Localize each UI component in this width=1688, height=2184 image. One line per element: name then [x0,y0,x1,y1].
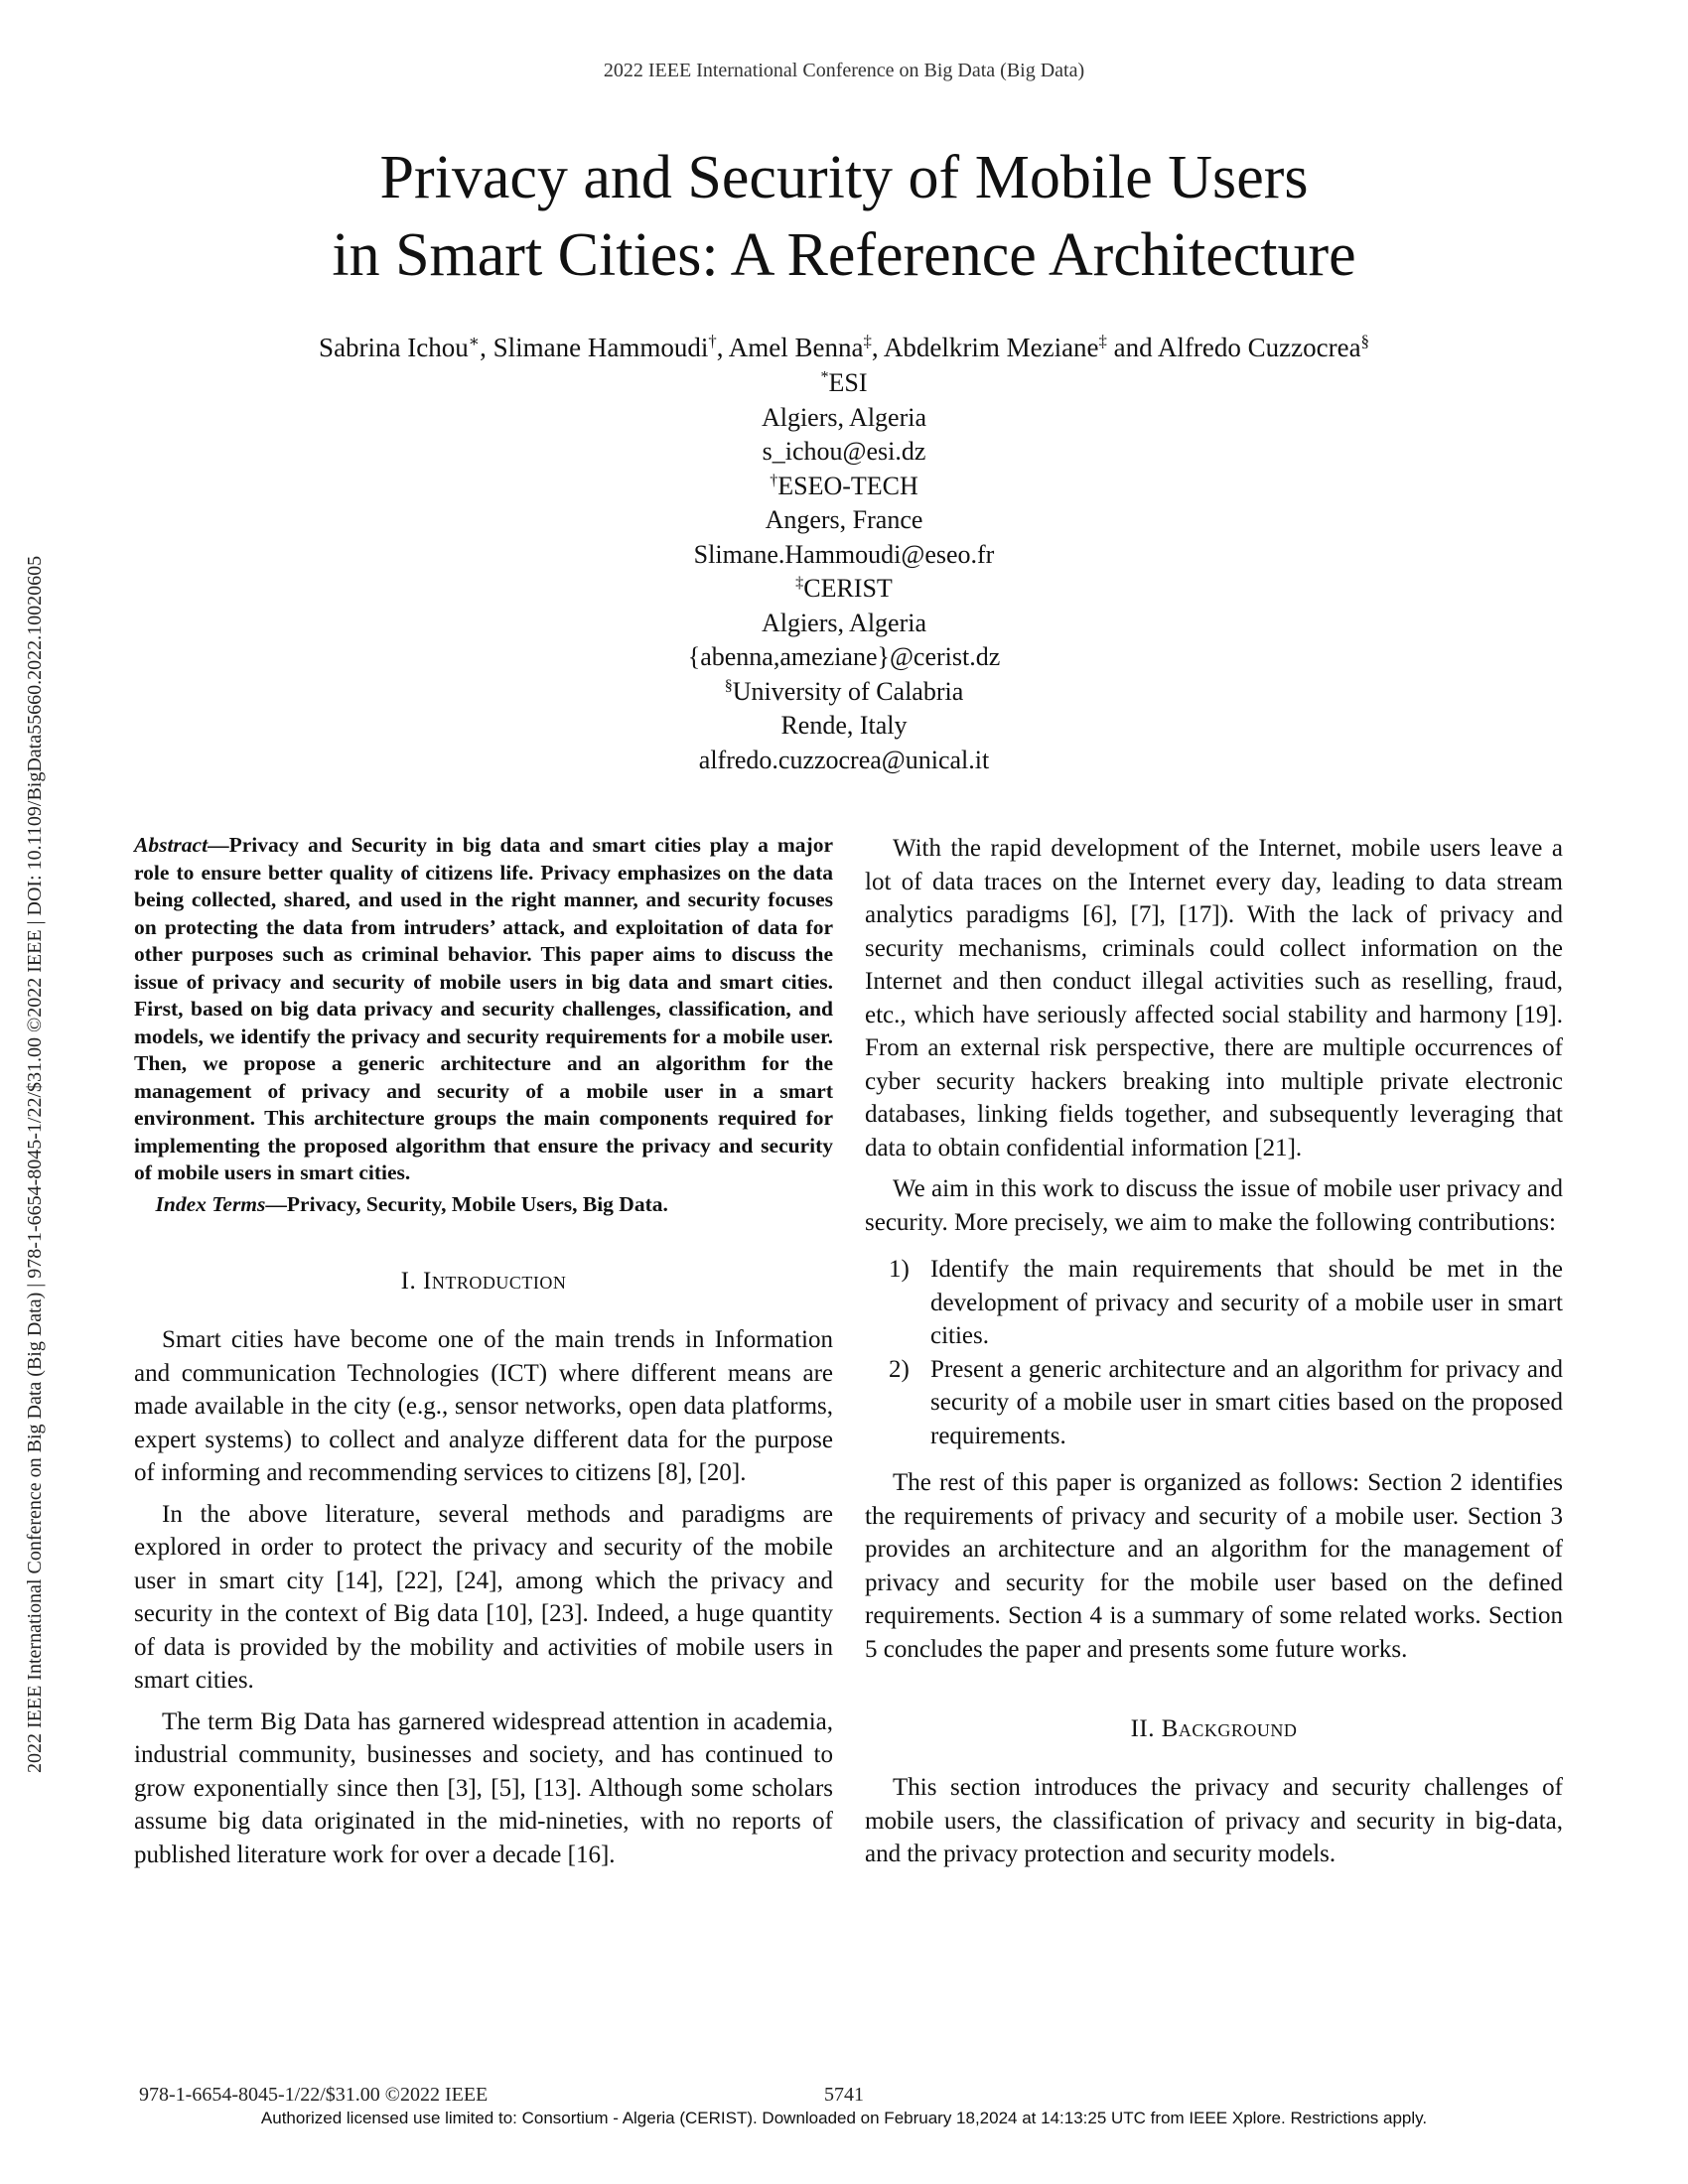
author-separator: , [871,333,884,362]
author-separator: and [1106,333,1158,362]
intro-paragraph: In the above literature, several methods and paradigms are explored in order to protect the privacy and security of the mobile user in smart city [14], [22], [24], among which the privacy and security in the context of Big data [10], [23]. Indeed, a huge quantity of data is provided by the mobility and activities of mobile users in smart cities. [134,1500,833,1694]
title-line-2: in Smart Cities: A Reference Architecture [332,221,1356,289]
paper-title [0,139,1688,294]
index-terms-label: Index Terms [155,1191,266,1216]
organization-paragraph: The rest of this paper is organized as follows: Section 2 identifies the requirements of privacy and security of a mobile user. Section 3 provides an architecture and an algorithm for the management of privacy and security for the mobile user based on the defined requirements. Section 4 is a summary of some related works. Section 5 concludes the paper and presents some future works. [865,1469,1563,1663]
affiliation-org: §University of Calabria [724,676,964,706]
author-name: Sabrina Ichou [319,333,469,362]
contributions-list [865,1253,1563,1452]
affiliation-email: {abenna,ameziane}@cerist.dz [687,642,1001,671]
affiliation-org: †ESEO-TECH [770,471,918,500]
author-name: Abdelkrim Meziane [883,333,1099,362]
conference-header: 2022 IEEE International Conference on Big Data (Big Data) [603,60,1085,81]
affiliation-location: Algiers, Algeria [761,402,927,432]
author-name: Slimane Hammoudi [492,333,709,362]
author-name: Amel Benna [728,333,864,362]
list-item [865,1353,1563,1453]
title-line-1: Privacy and Security of Mobile Users [379,144,1309,211]
affiliation-location: Angers, France [765,505,923,534]
affiliation-email: Slimane.Hammoudi@eseo.fr [693,539,995,569]
body-paragraph: We aim in this work to discuss the issue of mobile user privacy and security. More precisely, we aim to make the following contributions: [865,1175,1563,1236]
abstract-text: —Privacy and Security in big data and smart cities play a major role to ensure better quality of citizens life. Privacy emphasizes on the data being collected, shared, and used in the right manner, and security focuses on protecting the data from intruders’ attack, and exploitation of data for other purposes such as criminal behavior. This paper aims to discuss the issue of privacy and security of mobile users in big data and smart cities. First, based on big data privacy and security challenges, classification, and models, we identify the privacy and security requirements for a mobile user. Then, we propose a generic architecture and an algorithm for the management of privacy and security of a mobile user in a smart environment. This architecture groups the main components required for implementing the proposed algorithm that ensure the privacy and security of mobile users in smart cities. [134,833,833,1184]
author-mark: ‡ [1098,332,1107,350]
author-mark: ‡ [863,332,872,350]
right-column [865,832,1563,1879]
affiliation-org: *ESI [820,368,868,397]
list-item [865,1253,1563,1353]
list-item-text: Present a generic architecture and an algorithm for privacy and security of a mobile user in smart cities based on the proposed requirements. [930,1355,1563,1449]
affiliation-location: Algiers, Algeria [761,608,927,637]
side-doi-note: 2022 IEEE International Conference on Big Data (Big Data) | 978-1-6654-8045-1/22/$31.00 ©2022 IEEE | DOI: 10.1109/BigData55660.2022.10020605 [24,555,46,1773]
author-mark: § [1360,332,1369,350]
author-list [0,331,1688,364]
page-number: 5741 [824,2084,864,2106]
footer-copyright: 978-1-6654-8045-1/22/$31.00 ©2022 IEEE [139,2084,489,2106]
license-notice: Authorized licensed use limited to: Consortium - Algeria (CERIST). Downloaded on February 18,2024 at 14:13:25 UTC from IEEE Xplore. Restrictions apply. [260,2109,1428,2127]
abstract [134,832,833,1187]
affiliation-mark: § [724,676,733,694]
list-item-text: Identify the main requirements that should be met in the development of privacy and security of a mobile user in smart cities. [930,1256,1563,1349]
left-column [134,832,833,1879]
section-heading-introduction: I. Introduction [400,1268,567,1295]
affiliation-email: s_ichou@esi.dz [762,437,926,466]
affiliation-mark: * [820,368,829,386]
author-name: Alfredo Cuzzocrea [1157,333,1361,362]
author-mark: ∗ [468,332,481,350]
affiliation-location: Rende, Italy [780,711,908,740]
intro-paragraph: Smart cities have become one of the main trends in Information and communication Technologies (ICT) where different means are made available in the city (e.g., sensor networks, open data platforms, expert systems) to collect and analyze different data for the purpose of informing and recommending services to citizens [8], [20]. [134,1326,833,1486]
section-heading-background: II. Background [1130,1715,1298,1742]
body-paragraph: With the rapid development of the Internet, mobile users leave a lot of data traces on the Internet every day, leading to data stream analytics paradigms [6], [7], [17]). With the lack of privacy and security mechanisms, criminals could collect information on the Internet and then conduct illegal activities such as reselling, fraud, etc., which have seriously affected social stability and harmony [19]. From an external risk perspective, there are multiple occurrences of cyber security hackers breaking into multiple private electronic databases, linking fields together, and subsequently leveraging that data to obtain confidential information [21]. [865,835,1563,1161]
author-mark: † [708,332,717,350]
background-paragraph: This section introduces the privacy and security challenges of mobile users, the classification of privacy and security in big-data, and the privacy protection and security models. [865,1774,1563,1867]
author-separator: , [716,333,729,362]
list-item-number: 2) [889,1355,910,1383]
affiliation-email: alfredo.cuzzocrea@unical.it [698,745,990,774]
affiliations [0,366,1688,777]
index-terms-text: —Privacy, Security, Mobile Users, Big Data. [265,1191,668,1216]
intro-paragraph: The term Big Data has garnered widespread attention in academia, industrial community, businesses and society, and has continued to grow exponentially since then [3], [5], [13]. Although some scholars assume big data originated in the mid-nineties, with no reports of published literature work for over a decade [16]. [134,1707,833,1868]
author-separator: , [480,333,493,362]
list-item-number: 1) [889,1256,910,1283]
affiliation-org: ‡CERIST [795,574,893,603]
abstract-label: Abstract [134,833,209,857]
affiliation-mark: † [770,471,778,488]
index-terms [134,1191,833,1219]
affiliation-mark: ‡ [795,574,804,592]
